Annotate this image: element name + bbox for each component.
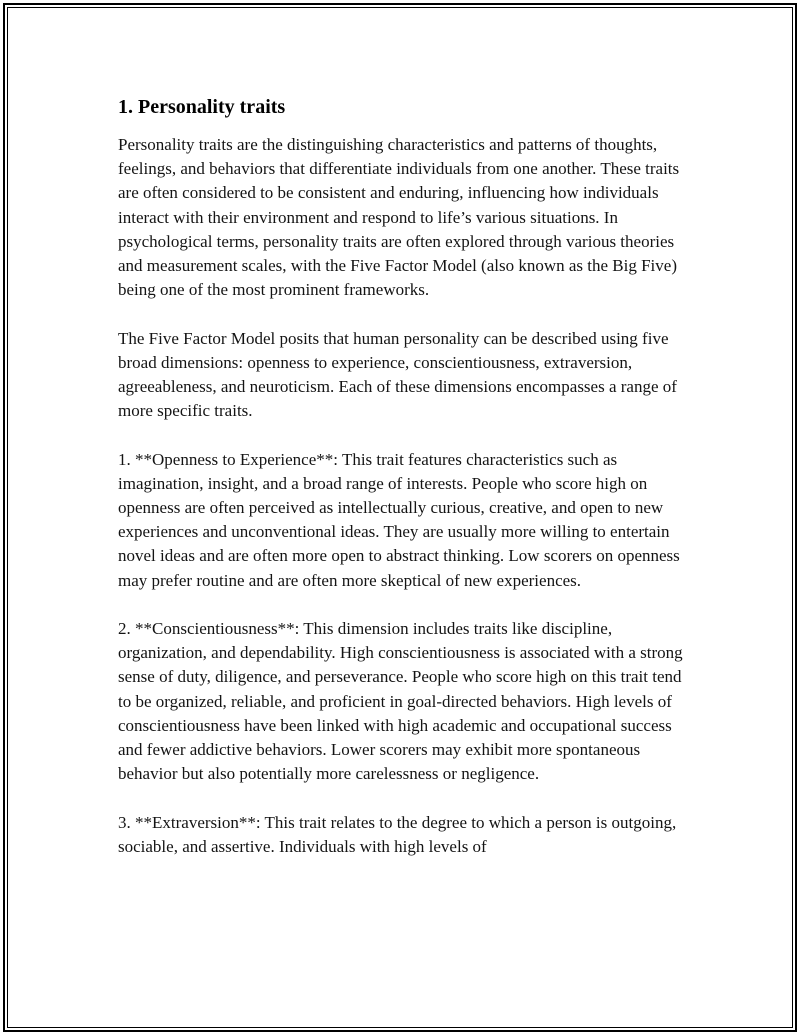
paragraph-conscientiousness: 2. **Conscientiousness**: This dimension includes traits like discipline, organization, and dependability. High conscientiousness is associated with a strong sense of duty, diligence, and perseverance. People who score high on this trait tend to be organized, reliable, and proficient in goal-directed behaviors. High levels of conscientiousness have been linked with high academic and occupational success and fewer addictive behaviors. Lower scorers may exhibit more spontaneous behavior but also potentially more carelessness or negligence. xyxy=(118,619,683,784)
paragraph-openness: 1. **Openness to Experience**: This trait features characteristics such as imagination, insight, and a broad range of interests. People who score high on openness are often perceived as intellectually curious, creative, and open to new experiences and unconventional ideas. They are usually more willing to entertain novel ideas and are often more open to abstract thinking. Low scorers on openness may prefer routine and are often more skeptical of new experiences. xyxy=(118,449,680,590)
section-heading: 1. Personality traits xyxy=(118,96,286,118)
paragraph-intro: Personality traits are the distinguishing characteristics and patterns of thoughts, feelings, and behaviors that differentiate individuals from one another. These traits are often considered to be consistent and enduring, influencing how individuals interact with their environment and respond to life’s various situations. In psychological terms, personality traits are often explored through various theories and measurement scales, with the Five Factor Model (also known as the Big Five) being one of the most prominent frameworks. xyxy=(118,135,680,300)
document-body xyxy=(118,95,693,883)
paragraph-five-factor-model: The Five Factor Model posits that human personality can be described using five broad dimensions: openness to experience, conscientiousness, extraversion, agreeableness, and neuroticism. Each of these dimensions encompasses a range of more specific traits. xyxy=(118,328,677,421)
paragraph-extraversion: 3. **Extraversion**: This trait relates to the degree to which a person is outgoing, sociable, and assertive. Individuals with high levels of xyxy=(118,812,677,856)
